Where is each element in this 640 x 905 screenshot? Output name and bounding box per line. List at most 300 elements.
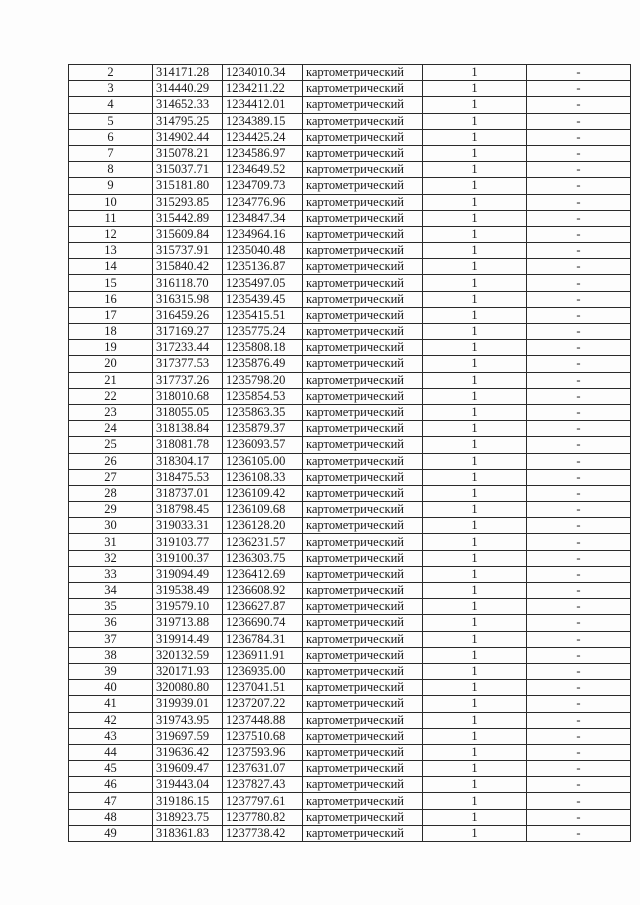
method-cell: картометрический xyxy=(303,825,423,841)
accuracy-cell: 1 xyxy=(423,518,527,534)
description-cell: - xyxy=(527,502,631,518)
x-coordinate-cell: 319100.37 xyxy=(153,550,223,566)
y-coordinate-cell: 1236784.31 xyxy=(223,631,303,647)
x-coordinate-cell: 318798.45 xyxy=(153,502,223,518)
table-row xyxy=(69,599,631,615)
method-cell: картометрический xyxy=(303,712,423,728)
table-row xyxy=(69,485,631,501)
accuracy-cell: 1 xyxy=(423,825,527,841)
accuracy-cell: 1 xyxy=(423,453,527,469)
description-cell: - xyxy=(527,210,631,226)
description-cell: - xyxy=(527,631,631,647)
accuracy-cell: 1 xyxy=(423,599,527,615)
table-row xyxy=(69,404,631,420)
y-coordinate-cell: 1237593.96 xyxy=(223,744,303,760)
table-row xyxy=(69,793,631,809)
x-coordinate-cell: 319743.95 xyxy=(153,712,223,728)
y-coordinate-cell: 1235775.24 xyxy=(223,324,303,340)
y-coordinate-cell: 1234425.24 xyxy=(223,129,303,145)
description-cell: - xyxy=(527,599,631,615)
table-row xyxy=(69,761,631,777)
point-number-cell: 29 xyxy=(69,502,153,518)
method-cell: картометрический xyxy=(303,81,423,97)
point-number-cell: 46 xyxy=(69,777,153,793)
point-number-cell: 7 xyxy=(69,145,153,161)
method-cell: картометрический xyxy=(303,129,423,145)
table-row xyxy=(69,518,631,534)
point-number-cell: 2 xyxy=(69,65,153,81)
description-cell: - xyxy=(527,566,631,582)
method-cell: картометрический xyxy=(303,761,423,777)
y-coordinate-cell: 1236690.74 xyxy=(223,615,303,631)
y-coordinate-cell: 1234389.15 xyxy=(223,113,303,129)
x-coordinate-cell: 315609.84 xyxy=(153,226,223,242)
y-coordinate-cell: 1235876.49 xyxy=(223,356,303,372)
point-number-cell: 11 xyxy=(69,210,153,226)
accuracy-cell: 1 xyxy=(423,663,527,679)
description-cell: - xyxy=(527,178,631,194)
accuracy-cell: 1 xyxy=(423,259,527,275)
description-cell: - xyxy=(527,453,631,469)
x-coordinate-cell: 316315.98 xyxy=(153,291,223,307)
y-coordinate-cell: 1234709.73 xyxy=(223,178,303,194)
method-cell: картометрический xyxy=(303,404,423,420)
description-cell: - xyxy=(527,226,631,242)
point-number-cell: 22 xyxy=(69,388,153,404)
method-cell: картометрический xyxy=(303,647,423,663)
y-coordinate-cell: 1236231.57 xyxy=(223,534,303,550)
accuracy-cell: 1 xyxy=(423,809,527,825)
x-coordinate-cell: 317169.27 xyxy=(153,324,223,340)
point-number-cell: 40 xyxy=(69,680,153,696)
y-coordinate-cell: 1236108.33 xyxy=(223,469,303,485)
method-cell: картометрический xyxy=(303,599,423,615)
table-row xyxy=(69,356,631,372)
table-row xyxy=(69,81,631,97)
method-cell: картометрический xyxy=(303,502,423,518)
description-cell: - xyxy=(527,550,631,566)
point-number-cell: 4 xyxy=(69,97,153,113)
table-row xyxy=(69,615,631,631)
accuracy-cell: 1 xyxy=(423,777,527,793)
table-row xyxy=(69,583,631,599)
accuracy-cell: 1 xyxy=(423,404,527,420)
y-coordinate-cell: 1236935.00 xyxy=(223,663,303,679)
x-coordinate-cell: 316118.70 xyxy=(153,275,223,291)
point-number-cell: 6 xyxy=(69,129,153,145)
method-cell: картометрический xyxy=(303,583,423,599)
accuracy-cell: 1 xyxy=(423,388,527,404)
x-coordinate-cell: 319713.88 xyxy=(153,615,223,631)
y-coordinate-cell: 1235497.05 xyxy=(223,275,303,291)
y-coordinate-cell: 1237631.07 xyxy=(223,761,303,777)
table-row xyxy=(69,129,631,145)
method-cell: картометрический xyxy=(303,744,423,760)
point-number-cell: 38 xyxy=(69,647,153,663)
accuracy-cell: 1 xyxy=(423,761,527,777)
x-coordinate-cell: 319186.15 xyxy=(153,793,223,809)
x-coordinate-cell: 317737.26 xyxy=(153,372,223,388)
y-coordinate-cell: 1236109.68 xyxy=(223,502,303,518)
y-coordinate-cell: 1236911.91 xyxy=(223,647,303,663)
accuracy-cell: 1 xyxy=(423,226,527,242)
y-coordinate-cell: 1235439.45 xyxy=(223,291,303,307)
point-number-cell: 21 xyxy=(69,372,153,388)
y-coordinate-cell: 1235879.37 xyxy=(223,421,303,437)
accuracy-cell: 1 xyxy=(423,194,527,210)
accuracy-cell: 1 xyxy=(423,696,527,712)
point-number-cell: 15 xyxy=(69,275,153,291)
method-cell: картометрический xyxy=(303,777,423,793)
accuracy-cell: 1 xyxy=(423,81,527,97)
accuracy-cell: 1 xyxy=(423,162,527,178)
x-coordinate-cell: 319443.04 xyxy=(153,777,223,793)
y-coordinate-cell: 1237780.82 xyxy=(223,809,303,825)
method-cell: картометрический xyxy=(303,680,423,696)
accuracy-cell: 1 xyxy=(423,744,527,760)
point-number-cell: 49 xyxy=(69,825,153,841)
table-row xyxy=(69,728,631,744)
accuracy-cell: 1 xyxy=(423,728,527,744)
description-cell: - xyxy=(527,809,631,825)
method-cell: картометрический xyxy=(303,615,423,631)
method-cell: картометрический xyxy=(303,534,423,550)
y-coordinate-cell: 1236608.92 xyxy=(223,583,303,599)
x-coordinate-cell: 319094.49 xyxy=(153,566,223,582)
x-coordinate-cell: 319636.42 xyxy=(153,744,223,760)
x-coordinate-cell: 314440.29 xyxy=(153,81,223,97)
x-coordinate-cell: 318737.01 xyxy=(153,485,223,501)
point-number-cell: 5 xyxy=(69,113,153,129)
accuracy-cell: 1 xyxy=(423,680,527,696)
description-cell: - xyxy=(527,421,631,437)
method-cell: картометрический xyxy=(303,550,423,566)
point-number-cell: 24 xyxy=(69,421,153,437)
point-number-cell: 20 xyxy=(69,356,153,372)
description-cell: - xyxy=(527,825,631,841)
x-coordinate-cell: 317233.44 xyxy=(153,340,223,356)
description-cell: - xyxy=(527,793,631,809)
description-cell: - xyxy=(527,340,631,356)
accuracy-cell: 1 xyxy=(423,566,527,582)
accuracy-cell: 1 xyxy=(423,340,527,356)
table-row xyxy=(69,502,631,518)
x-coordinate-cell: 319609.47 xyxy=(153,761,223,777)
accuracy-cell: 1 xyxy=(423,307,527,323)
table-row xyxy=(69,680,631,696)
table-row xyxy=(69,469,631,485)
y-coordinate-cell: 1236109.42 xyxy=(223,485,303,501)
accuracy-cell: 1 xyxy=(423,615,527,631)
table-row xyxy=(69,647,631,663)
description-cell: - xyxy=(527,259,631,275)
method-cell: картометрический xyxy=(303,793,423,809)
accuracy-cell: 1 xyxy=(423,793,527,809)
point-number-cell: 44 xyxy=(69,744,153,760)
method-cell: картометрический xyxy=(303,243,423,259)
y-coordinate-cell: 1235863.35 xyxy=(223,404,303,420)
table-row xyxy=(69,712,631,728)
x-coordinate-cell: 314171.28 xyxy=(153,65,223,81)
accuracy-cell: 1 xyxy=(423,550,527,566)
accuracy-cell: 1 xyxy=(423,145,527,161)
x-coordinate-cell: 320080.80 xyxy=(153,680,223,696)
y-coordinate-cell: 1236128.20 xyxy=(223,518,303,534)
point-number-cell: 34 xyxy=(69,583,153,599)
point-number-cell: 16 xyxy=(69,291,153,307)
accuracy-cell: 1 xyxy=(423,210,527,226)
description-cell: - xyxy=(527,194,631,210)
point-number-cell: 27 xyxy=(69,469,153,485)
y-coordinate-cell: 1235040.48 xyxy=(223,243,303,259)
y-coordinate-cell: 1234847.34 xyxy=(223,210,303,226)
description-cell: - xyxy=(527,97,631,113)
x-coordinate-cell: 320171.93 xyxy=(153,663,223,679)
y-coordinate-cell: 1235854.53 xyxy=(223,388,303,404)
table-row xyxy=(69,113,631,129)
method-cell: картометрический xyxy=(303,421,423,437)
coordinates-table xyxy=(68,64,631,842)
description-cell: - xyxy=(527,81,631,97)
point-number-cell: 41 xyxy=(69,696,153,712)
accuracy-cell: 1 xyxy=(423,647,527,663)
x-coordinate-cell: 319914.49 xyxy=(153,631,223,647)
method-cell: картометрический xyxy=(303,145,423,161)
description-cell: - xyxy=(527,243,631,259)
accuracy-cell: 1 xyxy=(423,113,527,129)
x-coordinate-cell: 314902.44 xyxy=(153,129,223,145)
accuracy-cell: 1 xyxy=(423,129,527,145)
accuracy-cell: 1 xyxy=(423,469,527,485)
description-cell: - xyxy=(527,113,631,129)
y-coordinate-cell: 1237448.88 xyxy=(223,712,303,728)
description-cell: - xyxy=(527,647,631,663)
accuracy-cell: 1 xyxy=(423,372,527,388)
y-coordinate-cell: 1235415.51 xyxy=(223,307,303,323)
x-coordinate-cell: 318010.68 xyxy=(153,388,223,404)
table-row xyxy=(69,550,631,566)
accuracy-cell: 1 xyxy=(423,583,527,599)
method-cell: картометрический xyxy=(303,194,423,210)
table-row xyxy=(69,259,631,275)
y-coordinate-cell: 1237510.68 xyxy=(223,728,303,744)
table-row xyxy=(69,437,631,453)
table-row xyxy=(69,388,631,404)
point-number-cell: 39 xyxy=(69,663,153,679)
point-number-cell: 23 xyxy=(69,404,153,420)
point-number-cell: 36 xyxy=(69,615,153,631)
y-coordinate-cell: 1235136.87 xyxy=(223,259,303,275)
description-cell: - xyxy=(527,728,631,744)
point-number-cell: 37 xyxy=(69,631,153,647)
method-cell: картометрический xyxy=(303,631,423,647)
point-number-cell: 45 xyxy=(69,761,153,777)
method-cell: картометрический xyxy=(303,210,423,226)
x-coordinate-cell: 314652.33 xyxy=(153,97,223,113)
point-number-cell: 17 xyxy=(69,307,153,323)
point-number-cell: 9 xyxy=(69,178,153,194)
y-coordinate-cell: 1235798.20 xyxy=(223,372,303,388)
y-coordinate-cell: 1236627.87 xyxy=(223,599,303,615)
x-coordinate-cell: 315078.21 xyxy=(153,145,223,161)
point-number-cell: 47 xyxy=(69,793,153,809)
table-row xyxy=(69,226,631,242)
x-coordinate-cell: 318361.83 xyxy=(153,825,223,841)
x-coordinate-cell: 319033.31 xyxy=(153,518,223,534)
point-number-cell: 42 xyxy=(69,712,153,728)
description-cell: - xyxy=(527,663,631,679)
x-coordinate-cell: 315442.89 xyxy=(153,210,223,226)
x-coordinate-cell: 319697.59 xyxy=(153,728,223,744)
x-coordinate-cell: 315840.42 xyxy=(153,259,223,275)
point-number-cell: 14 xyxy=(69,259,153,275)
description-cell: - xyxy=(527,129,631,145)
method-cell: картометрический xyxy=(303,372,423,388)
method-cell: картометрический xyxy=(303,388,423,404)
x-coordinate-cell: 317377.53 xyxy=(153,356,223,372)
table-row xyxy=(69,744,631,760)
description-cell: - xyxy=(527,485,631,501)
table-row xyxy=(69,631,631,647)
y-coordinate-cell: 1237827.43 xyxy=(223,777,303,793)
x-coordinate-cell: 318304.17 xyxy=(153,453,223,469)
y-coordinate-cell: 1237738.42 xyxy=(223,825,303,841)
x-coordinate-cell: 318923.75 xyxy=(153,809,223,825)
table-row xyxy=(69,777,631,793)
table-row xyxy=(69,291,631,307)
description-cell: - xyxy=(527,761,631,777)
x-coordinate-cell: 315037.71 xyxy=(153,162,223,178)
table-row xyxy=(69,809,631,825)
point-number-cell: 26 xyxy=(69,453,153,469)
method-cell: картометрический xyxy=(303,324,423,340)
x-coordinate-cell: 318055.05 xyxy=(153,404,223,420)
description-cell: - xyxy=(527,162,631,178)
accuracy-cell: 1 xyxy=(423,291,527,307)
accuracy-cell: 1 xyxy=(423,534,527,550)
description-cell: - xyxy=(527,712,631,728)
description-cell: - xyxy=(527,583,631,599)
method-cell: картометрический xyxy=(303,178,423,194)
table-row xyxy=(69,421,631,437)
method-cell: картометрический xyxy=(303,485,423,501)
point-number-cell: 28 xyxy=(69,485,153,501)
table-row xyxy=(69,162,631,178)
x-coordinate-cell: 319538.49 xyxy=(153,583,223,599)
accuracy-cell: 1 xyxy=(423,356,527,372)
method-cell: картометрический xyxy=(303,340,423,356)
method-cell: картометрический xyxy=(303,566,423,582)
y-coordinate-cell: 1234649.52 xyxy=(223,162,303,178)
description-cell: - xyxy=(527,388,631,404)
x-coordinate-cell: 315293.85 xyxy=(153,194,223,210)
y-coordinate-cell: 1235808.18 xyxy=(223,340,303,356)
accuracy-cell: 1 xyxy=(423,712,527,728)
x-coordinate-cell: 319579.10 xyxy=(153,599,223,615)
accuracy-cell: 1 xyxy=(423,437,527,453)
y-coordinate-cell: 1236093.57 xyxy=(223,437,303,453)
method-cell: картометрический xyxy=(303,97,423,113)
table-row xyxy=(69,65,631,81)
x-coordinate-cell: 320132.59 xyxy=(153,647,223,663)
point-number-cell: 35 xyxy=(69,599,153,615)
y-coordinate-cell: 1234776.96 xyxy=(223,194,303,210)
method-cell: картометрический xyxy=(303,307,423,323)
table-row xyxy=(69,663,631,679)
method-cell: картометрический xyxy=(303,113,423,129)
description-cell: - xyxy=(527,680,631,696)
x-coordinate-cell: 318475.53 xyxy=(153,469,223,485)
x-coordinate-cell: 314795.25 xyxy=(153,113,223,129)
description-cell: - xyxy=(527,437,631,453)
accuracy-cell: 1 xyxy=(423,275,527,291)
method-cell: картометрический xyxy=(303,809,423,825)
description-cell: - xyxy=(527,65,631,81)
method-cell: картометрический xyxy=(303,259,423,275)
table-row xyxy=(69,194,631,210)
description-cell: - xyxy=(527,275,631,291)
table-row xyxy=(69,372,631,388)
accuracy-cell: 1 xyxy=(423,324,527,340)
accuracy-cell: 1 xyxy=(423,485,527,501)
description-cell: - xyxy=(527,356,631,372)
y-coordinate-cell: 1234010.34 xyxy=(223,65,303,81)
x-coordinate-cell: 319103.77 xyxy=(153,534,223,550)
accuracy-cell: 1 xyxy=(423,65,527,81)
method-cell: картометрический xyxy=(303,469,423,485)
description-cell: - xyxy=(527,518,631,534)
point-number-cell: 31 xyxy=(69,534,153,550)
y-coordinate-cell: 1237797.61 xyxy=(223,793,303,809)
y-coordinate-cell: 1237041.51 xyxy=(223,680,303,696)
table-row xyxy=(69,178,631,194)
y-coordinate-cell: 1236303.75 xyxy=(223,550,303,566)
method-cell: картометрический xyxy=(303,162,423,178)
point-number-cell: 43 xyxy=(69,728,153,744)
table-row xyxy=(69,275,631,291)
method-cell: картометрический xyxy=(303,226,423,242)
y-coordinate-cell: 1236412.69 xyxy=(223,566,303,582)
x-coordinate-cell: 318081.78 xyxy=(153,437,223,453)
table-row xyxy=(69,243,631,259)
description-cell: - xyxy=(527,744,631,760)
x-coordinate-cell: 316459.26 xyxy=(153,307,223,323)
table-row xyxy=(69,566,631,582)
point-number-cell: 13 xyxy=(69,243,153,259)
method-cell: картометрический xyxy=(303,275,423,291)
accuracy-cell: 1 xyxy=(423,97,527,113)
point-number-cell: 25 xyxy=(69,437,153,453)
y-coordinate-cell: 1236105.00 xyxy=(223,453,303,469)
description-cell: - xyxy=(527,145,631,161)
point-number-cell: 30 xyxy=(69,518,153,534)
description-cell: - xyxy=(527,372,631,388)
table-row xyxy=(69,97,631,113)
point-number-cell: 10 xyxy=(69,194,153,210)
table-row xyxy=(69,307,631,323)
method-cell: картометрический xyxy=(303,356,423,372)
method-cell: картометрический xyxy=(303,518,423,534)
y-coordinate-cell: 1234964.16 xyxy=(223,226,303,242)
x-coordinate-cell: 315181.80 xyxy=(153,178,223,194)
method-cell: картометрический xyxy=(303,291,423,307)
description-cell: - xyxy=(527,615,631,631)
table-row xyxy=(69,340,631,356)
method-cell: картометрический xyxy=(303,663,423,679)
point-number-cell: 12 xyxy=(69,226,153,242)
x-coordinate-cell: 315737.91 xyxy=(153,243,223,259)
description-cell: - xyxy=(527,696,631,712)
